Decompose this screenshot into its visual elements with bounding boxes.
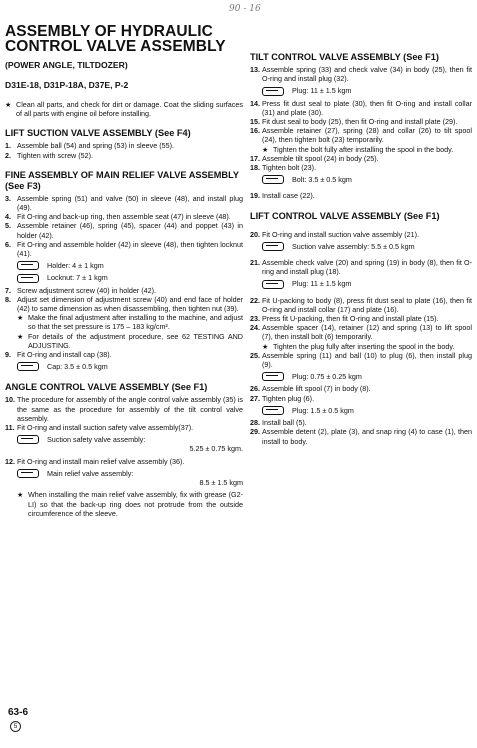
step-item: 8. Adjust set dimension of adjustment screw (40) and end face of holder (42) to same dimension as when disassembling, then tighten nut (39). <box>5 294 243 314</box>
left-column <box>5 24 243 518</box>
step-item: 20. Fit O-ring and install suction valve assembly (21). <box>250 229 419 239</box>
caution-note: ★ Tighten the plug fully after inserting the spool in the body. <box>262 341 455 351</box>
star-icon: ★ <box>17 313 24 323</box>
torque-wrench-icon <box>262 280 284 289</box>
right-column <box>250 52 472 446</box>
step-item: 28. Install ball (5). <box>250 418 307 428</box>
step-item: 25. Assemble spring (11) and ball (10) to plug (6), then install plug (9). <box>250 350 472 370</box>
torque-spec: Bolt: 3.5 ± 0.5 kgm <box>262 175 472 184</box>
handwritten-note: 90 - 16 <box>229 4 261 14</box>
torque-wrench-icon <box>262 372 284 381</box>
caution-note: ★ For details of the adjustment procedure, see 62 TESTING AND ADJUSTING. <box>17 331 243 350</box>
star-icon: ★ <box>17 331 24 341</box>
step-item: 9. Fit O-ring and install cap (38). <box>5 350 112 360</box>
star-icon: ★ <box>262 144 269 154</box>
torque-spec: Main relief valve assembly: <box>17 469 243 478</box>
section-heading-angle-control: ANGLE CONTROL VALVE ASSEMBLY (See F1) <box>5 382 208 393</box>
step-item: 19. Install case (22). <box>250 191 315 201</box>
step-item: 14. Press fit dust seal to plate (30), then fit O-ring and install collar (31) and plate (30). <box>250 98 472 117</box>
step-item: 1. Assemble ball (54) and spring (53) in sleeve (55). <box>5 141 175 151</box>
step-item: 7. Screw adjustment screw (40) in holder (42). <box>5 285 157 295</box>
step-item: 16. Assemble retainer (27), spring (28) and collar (26) to tilt spool (24), then tighten bolt (23) temporarily. <box>250 126 472 145</box>
step-item: 3. Assemble spring (51) and valve (50) in sleeve (48), and install plug (49). <box>5 193 243 213</box>
caution-note: ★ Tighten the bolt fully after installing the spool in the body. <box>262 144 454 154</box>
section-heading-main-relief: FINE ASSEMBLY OF MAIN RELIEF VALVE ASSEMBLY (See F3) <box>5 169 239 191</box>
step-item: 13. Assemble spring (33) and check valve (34) in body (25), then fit O-ring and install plug (32). <box>250 65 472 84</box>
torque-value: 5.25 ± 0.75 kgm. <box>189 444 243 454</box>
page-title: ASSEMBLY OF HYDRAULIC CONTROL VALVE ASSEMBLY <box>5 23 226 55</box>
torque-spec: Plug: 1.5 ± 0.5 kgm <box>262 406 472 415</box>
torque-spec: Locknut: 7 ± 1 kgm <box>17 273 243 282</box>
torque-wrench-icon <box>262 87 284 96</box>
torque-spec: Plug: 0.75 ± 0.25 kgm <box>262 372 472 381</box>
step-item: 2. Tighten with screw (52). <box>5 150 94 160</box>
subtitle-models: D31E-18, D31P-18A, D37E, P-2 <box>5 80 129 90</box>
step-item: 11. Fit O-ring and install suction safety valve assembly(37). <box>5 423 194 433</box>
step-item: 27. Tighten plug (6). <box>250 393 315 403</box>
torque-spec: Suction safety valve assembly: <box>17 435 243 444</box>
step-item: 26. Assemble lift spool (7) in body (8). <box>250 384 371 394</box>
torque-wrench-icon <box>17 261 39 270</box>
torque-spec: Holder: 4 ± 1 kgm <box>17 261 243 270</box>
caution-note: ★ When installing the main relief valve assembly, fix with grease (G2-LI) so that the back-up ring does not protrude from the outside circumference of the sleeve. <box>17 490 243 518</box>
section-heading-lift-suction: LIFT SUCTION VALVE ASSEMBLY (See F4) <box>5 128 191 139</box>
step-item: 22. Fit U-packing to body (8), press fit dust seal to plate (16), then fit O-ring and install collar (17) and plate (16). <box>250 295 472 314</box>
step-item: 21. Assemble check valve (20) and spring (19) in body (8), then fit O-ring and install plug (18). <box>250 258 472 277</box>
star-icon: ★ <box>5 100 12 109</box>
torque-wrench-icon <box>262 175 284 184</box>
caution-note: ★ Make the final adjustment after installing to the machine, and adjust so that the set pressure is 175 – 183 kg/cm². <box>17 313 243 332</box>
step-item: 18. Tighten bolt (23). <box>250 163 317 173</box>
torque-wrench-icon <box>262 242 284 251</box>
step-item: 23. Press fit U-packing, then fit O-ring and install plate (15). <box>250 314 439 324</box>
step-item: 4. Fit O-ring and back-up ring, then assemble seat (47) in sleeve (48). <box>5 212 231 222</box>
section-heading-lift-control: LIFT CONTROL VALVE ASSEMBLY (See F1) <box>250 210 440 221</box>
star-icon: ★ <box>262 341 269 351</box>
torque-wrench-icon <box>17 469 39 478</box>
step-item: 10. The procedure for assembly of the angle control valve assembly (35) is the same as the procedure for assembly of the tilt control valve assembly. <box>5 395 243 423</box>
subtitle-models-type: (POWER ANGLE, TILTDOZER) <box>5 60 128 70</box>
section-heading-tilt-control: TILT CONTROL VALVE ASSEMBLY (See F1) <box>250 52 439 62</box>
star-icon: ★ <box>17 490 24 500</box>
step-item: 24. Assemble spacer (14), retainer (12) and spring (13) to lift spool (7), then install bolt (6) temporarily. <box>250 323 472 342</box>
step-item: 17. Assemble tilt spool (24) in body (25). <box>250 153 379 163</box>
torque-value: 8.5 ± 1.5 kgm <box>199 478 243 488</box>
intro-note: ★ Clean all parts, and check for dirt or damage. Coat the sliding surfaces of all parts with engine oil before installing. <box>5 100 243 119</box>
revision-mark: 5 <box>10 721 21 732</box>
torque-spec: Plug: 11 ± 1.5 kgm <box>262 86 472 95</box>
torque-wrench-icon <box>17 274 39 283</box>
torque-wrench-icon <box>17 362 39 371</box>
step-item: 6. Fit O-ring and assemble holder (42) in sleeve (48), then tighten locknut (41). <box>5 239 243 259</box>
step-item: 12. Fit O-ring and install main relief valve assembly (36). <box>5 456 185 466</box>
torque-spec: Suction valve assembly: 5.5 ± 0.5 kgm <box>262 242 472 251</box>
torque-spec: Cap: 3.5 ± 0.5 kgm <box>17 362 243 371</box>
step-item: 5. Assemble retainer (46), spring (45), spacer (44) and poppet (43) in holder (42). <box>5 221 243 240</box>
torque-wrench-icon <box>17 435 39 444</box>
step-item: 29. Assemble detent (2), plate (3), and snap ring (4) to case (1), then install to body. <box>250 427 472 446</box>
torque-wrench-icon <box>262 406 284 415</box>
step-item: 15. Fit dust seal to body (25), then fit O-ring and install plate (29). <box>250 117 458 127</box>
page-number: 63-6 <box>8 707 29 718</box>
torque-spec: Plug: 11 ± 1.5 kgm <box>262 279 472 288</box>
